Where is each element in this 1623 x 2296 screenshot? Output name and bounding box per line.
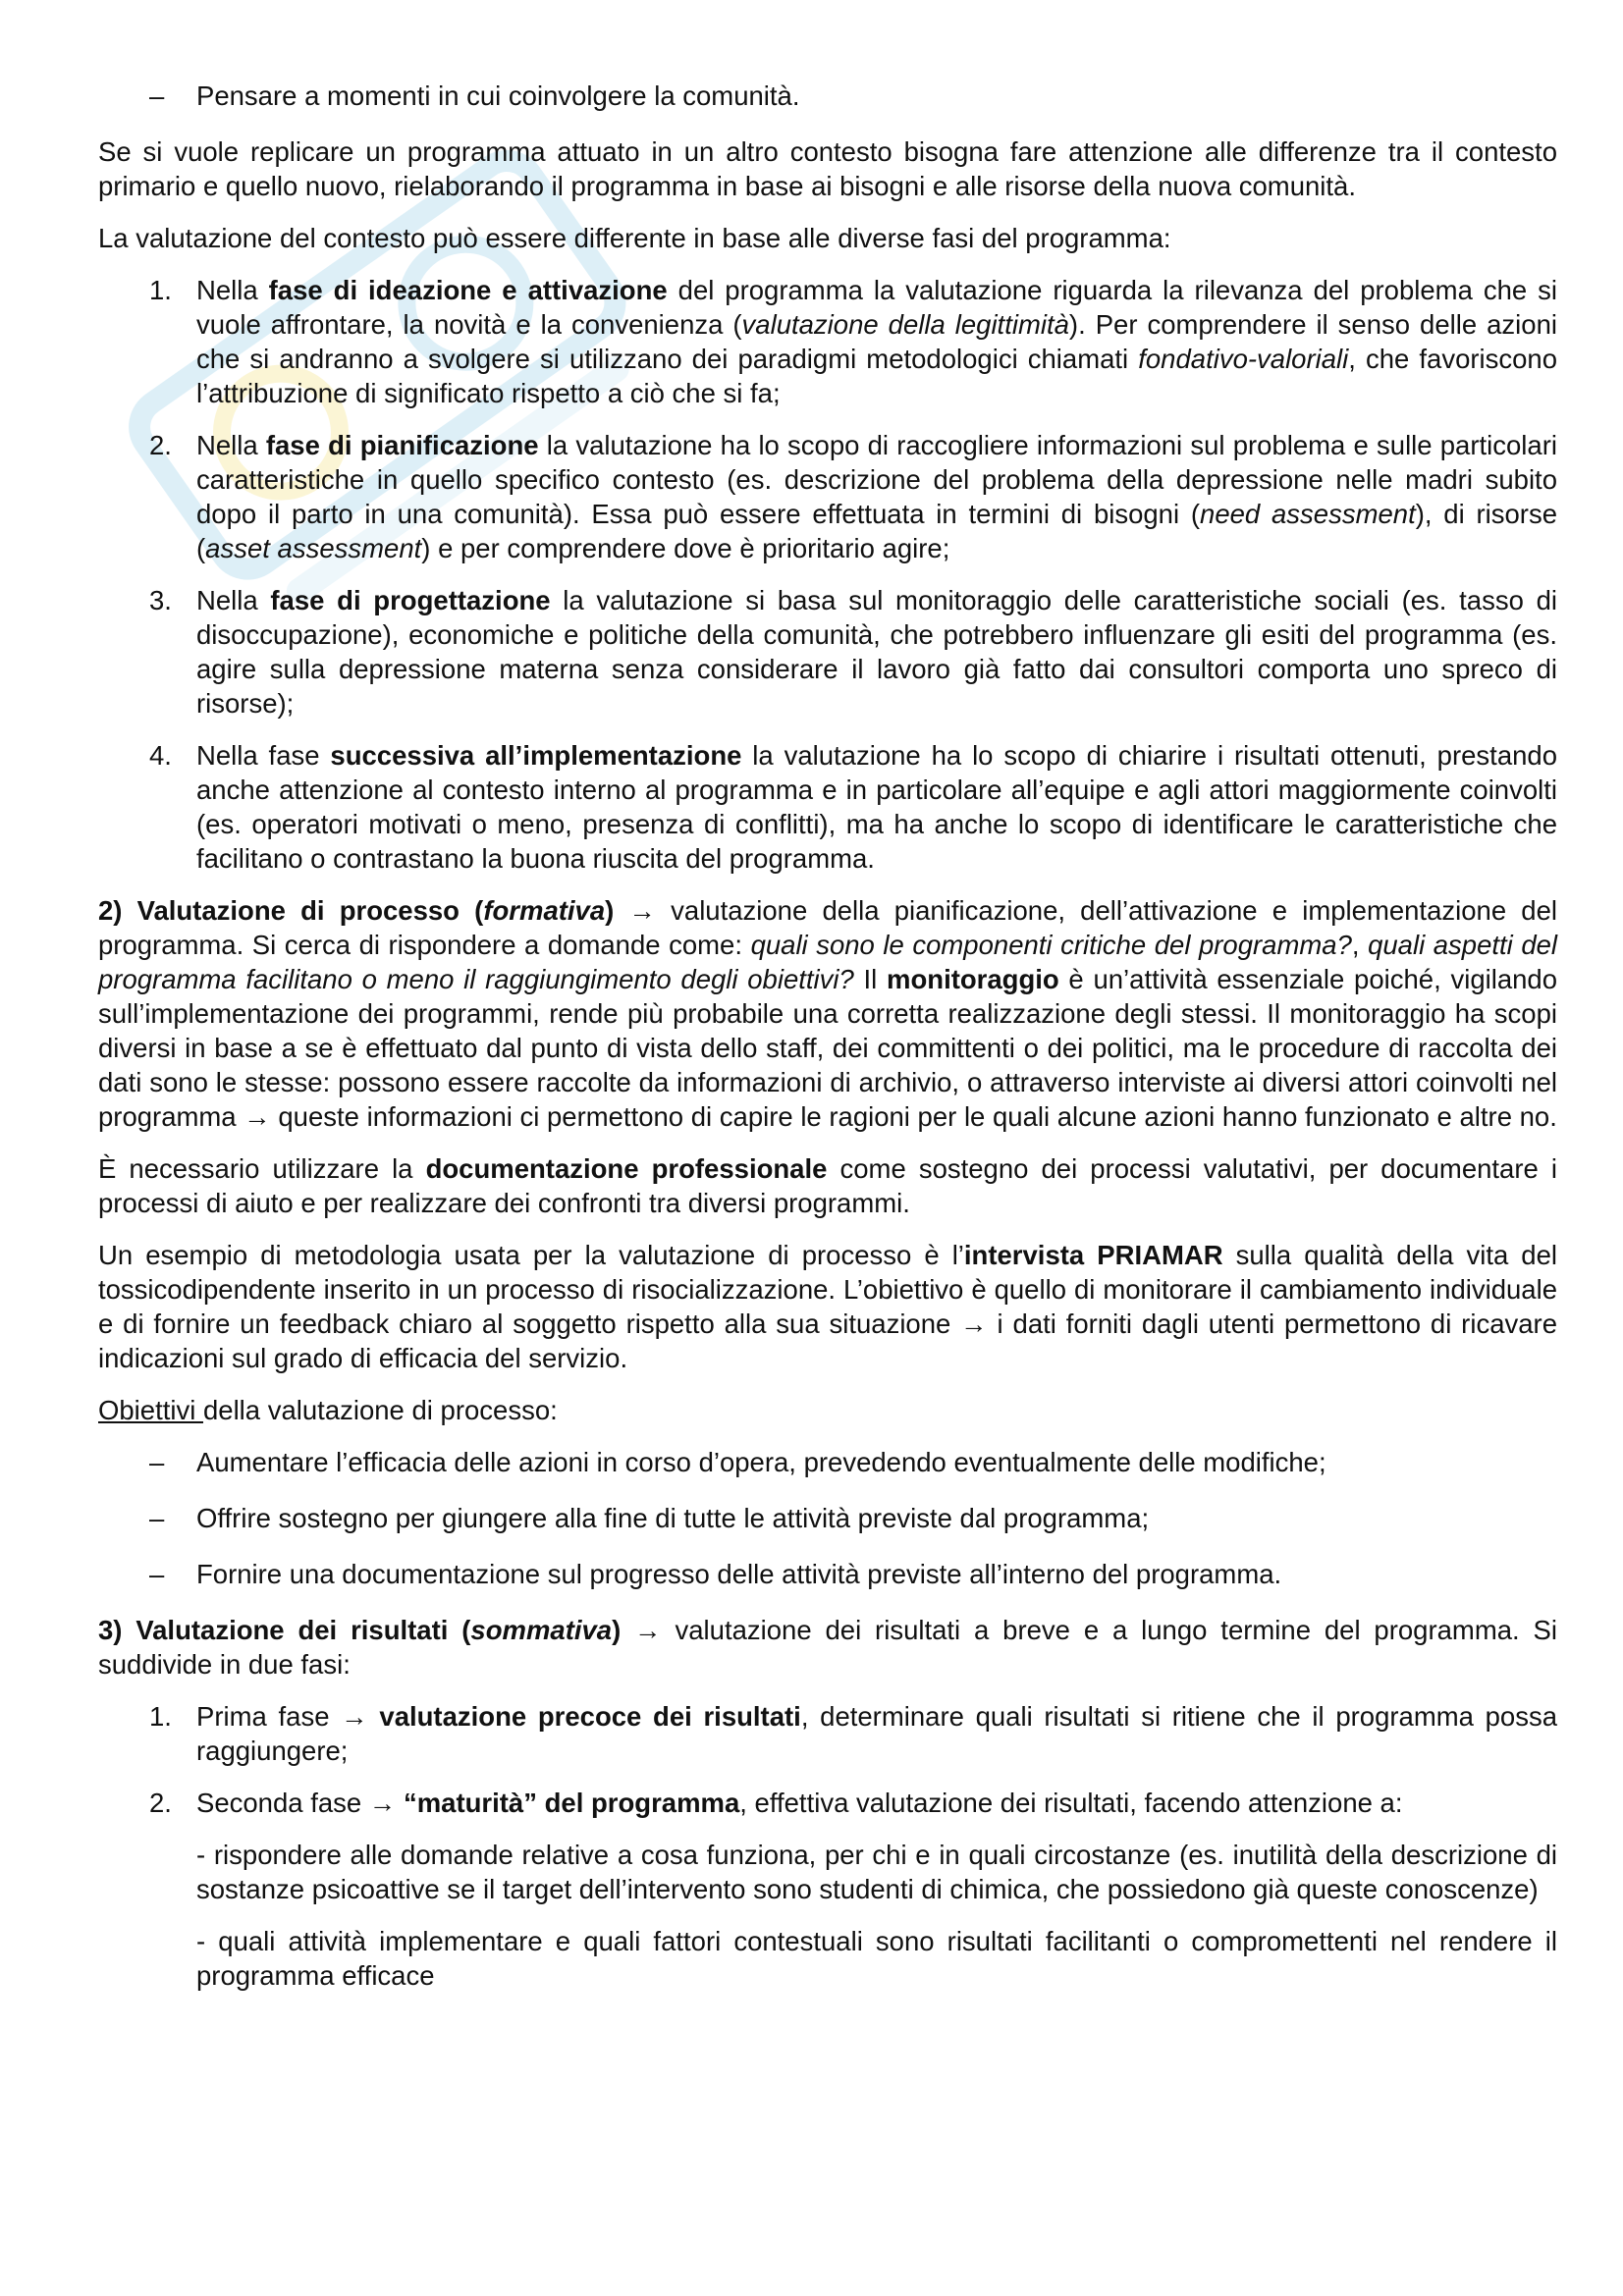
paragraph-obiettivi: Obiettivi della valutazione di processo: xyxy=(98,1395,558,1425)
fase-item-3: 3. Nella fase di progettazione la valutazione si basa sul monitoraggio delle caratteristiche sociali (es. tasso di disoccupazione), economiche e politiche della comunità, che potrebbero influenzare gli esiti del programma (es. agire sulla depressione materna senza considerare il lavoro già fatto dai consultori comporta uno spreco di risorse); xyxy=(149,585,1558,719)
paragraph-priamar: Un esempio di metodologia usata per la valutazione di processo è l’intervista PRIAMAR sulla qualità della vita del tossicodipendente inserito in un processo di risocializzazione. L’obiettivo è quello di monitorare il cambiamento individuale e di fornire un feedback chiaro al soggetto rispetto alla sua situazione → i dati forniti dagli utenti permettono di ricavare indicazioni sul grado di efficacia del servizio. xyxy=(98,1240,1558,1373)
document-page xyxy=(98,79,1557,2010)
list-number: 4. xyxy=(149,740,172,771)
bullet-text: Pensare a momenti in cui coinvolgere la comunità. xyxy=(196,80,800,111)
fase-item-4: 4. Nella fase successiva all’implementazione la valutazione ha lo scopo di chiarire i risultati ottenuti, prestando anche attenzione al contesto interno al programma e in particolare all’equipe e agli attori maggiormente coinvolti (es. operatori motivati o meno, presenza di conflitti), ma ha anche lo scopo di identificare le caratteristiche che facilitano o contrastano la buona riuscita del programma. xyxy=(149,740,1557,874)
fase-item-1: 1. Nella fase di ideazione e attivazione del programma la valutazione riguarda la rilevanza del problema che si vuole affrontare, la novità e la convenienza (valutazione della legittimità). Per comprendere il senso delle azioni che si andranno a svolgere si utilizzano dei paradigmi metodologici chiamati fondativo-valoriali, che favoriscono l’attribuzione di significato rispetto a ciò che si fa; xyxy=(149,275,1558,408)
paragraph-replicare: Se si vuole replicare un programma attuato in un altro contesto bisogna fare attenzione alle differenze tra il contesto primario e quello nuovo, rielaborando il programma in base ai bisogni e alle risorse della nuova comunità. xyxy=(98,136,1557,201)
paragraph-valutazione-contesto: La valutazione del contesto può essere differente in base alle diverse fasi del programma: xyxy=(98,223,1171,253)
risultati-fase-2: 2. Seconda fase → “maturità” del programma, effettiva valutazione dei risultati, facendo attenzione a: xyxy=(149,1788,1403,1818)
list-number: 1. xyxy=(149,275,172,305)
section-heading: 3) Valutazione dei risultati (sommativa) xyxy=(98,1615,622,1645)
risultati-fase-1: 1. Prima fase → valutazione precoce dei risultati, determinare quali risultati si ritiene che il programma possa raggiungere; xyxy=(149,1701,1558,1766)
risultati-sub-1: - rispondere alle domande relative a cosa funziona, per chi e in quali circostanze (es. inutilità della descrizione di sostanze psicoattive se il target dell’intervento sono studenti di chimica, che possiedono già queste conoscenze) xyxy=(196,1840,1557,1904)
bullet-item xyxy=(98,79,1557,113)
risultati-sub-2: - quali attività implementare e quali fattori contestuali sono risultati facilitanti o compromettenti nel rendere il programma efficace xyxy=(196,1926,1557,1991)
section-heading: 2) Valutazione di processo (formativa) xyxy=(98,895,615,926)
obiettivi-item-1: – Aumentare l’efficacia delle azioni in corso d’opera, prevedendo eventualmente delle modifiche; xyxy=(149,1447,1326,1477)
list-number: 3. xyxy=(149,585,172,615)
list-number: 1. xyxy=(149,1701,172,1732)
dash-marker: – xyxy=(149,1503,165,1533)
section-valutazione-risultati: 3) Valutazione dei risultati (sommativa) → valutazione dei risultati a breve e a lungo termine del programma. Si suddivide in due fasi: xyxy=(98,1615,1557,1680)
list-number: 2. xyxy=(149,1788,172,1818)
dash-marker: – xyxy=(149,80,165,111)
dash-marker: – xyxy=(149,1559,165,1589)
dash-marker: – xyxy=(149,1447,165,1477)
fase-item-2: 2. Nella fase di pianificazione la valutazione ha lo scopo di raccogliere informazioni sul problema e sulle particolari caratteristiche in quello specifico contesto (es. descrizione del problema della depressione nelle madri subito dopo il parto in una comunità). Essa può essere effettuata in termini di bisogni (need assessment), di risorse (asset assessment) e per comprendere dove è prioritario agire; xyxy=(149,430,1557,563)
list-number: 2. xyxy=(149,430,172,460)
section-valutazione-processo: 2) Valutazione di processo (formativa) → valutazione della pianificazione, dell’attivazione e implementazione del programma. Si cerca di rispondere a domande come: quali sono le componenti critiche del programma?, quali aspetti del programma facilitano o meno il raggiungimento degli obiettivi? Il monitoraggio è un’attività essenziale poiché, vigilando sull’implementazione dei programmi, rende più probabile una corretta realizzazione degli stessi. Il monitoraggio ha scopi diversi in base a se è effettuato dal punto di vista dello staff, dei committenti o dei politici, ma le procedure di raccolta dei dati sono le stesse: possono essere raccolte da informazioni di archivio, o attraverso interviste ai diversi attori coinvolti nel programma → queste informazioni ci permettono di capire le ragioni per le quali alcune azioni hanno funzionato e altre no. xyxy=(98,895,1558,1132)
obiettivi-item-2: – Offrire sostegno per giungere alla fine di tutte le attività previste dal programma; xyxy=(149,1503,1150,1533)
paragraph-documentazione: È necessario utilizzare la documentazione professionale come sostegno dei processi valutativi, per documentare i processi di aiuto e per realizzare dei confronti tra diversi programmi. xyxy=(98,1153,1557,1218)
obiettivi-item-3: – Fornire una documentazione sul progresso delle attività previste all’interno del programma. xyxy=(149,1559,1282,1589)
